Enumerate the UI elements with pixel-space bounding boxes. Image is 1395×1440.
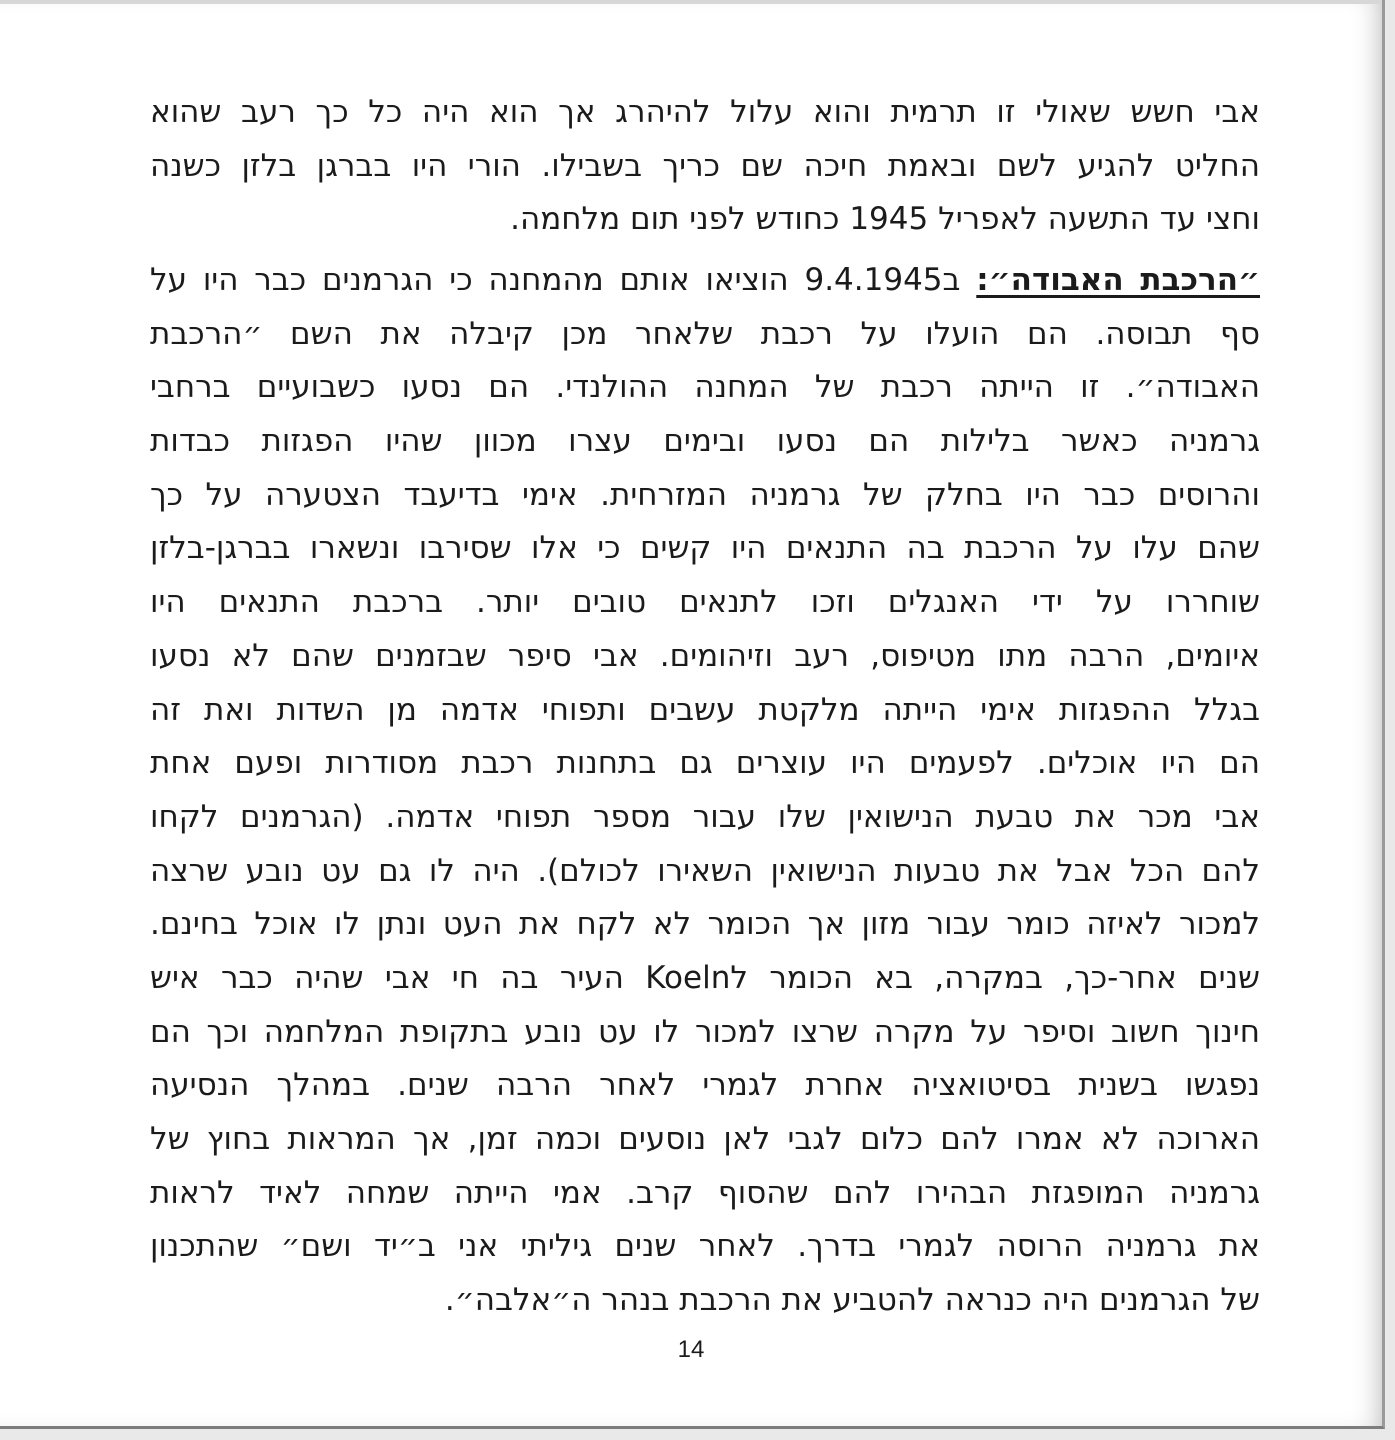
text-line: האבודה״. זו הייתה רכבת של המחנה ההולנדי. הם נסעו כשבועיים ברחבי (150, 369, 1260, 406)
text-line: סף תבוסה. הם הועלו על רכבת שלאחר מכן קיבלה את השם ״הרכבת (150, 315, 1260, 352)
text-line: גרמניה המופגזת הבהירו להם שהסוף קרב. אמי הייתה שמחה לאיד לראות (150, 1174, 1260, 1211)
text-segment: ב9.4.1945 הוציאו אותם מהמחנה כי הגרמנים כבר היו על (150, 262, 977, 298)
text-line: חינוך חשוב וסיפר על מקרה שרצו למכור לו עט נובע בתקופת המלחמה וכך הם (150, 1013, 1260, 1050)
text-line: להם הכל אבל את טבעות הנישואין השאירו לכולם). היה לו גם עט נובע שרצה (150, 852, 1260, 889)
page-number: 14 (677, 1336, 705, 1363)
text-line: החליט להגיע לשם ובאמת חיכה שם כריך בשבילו. הורי היו בברגן בלזן כשנה (150, 147, 1260, 184)
text-line: גרמניה כאשר בלילות הם נסעו ובימים עצרו מכוון שהיו הפגזות כבדות (150, 423, 1260, 460)
text-line: איומים, הרבה מתו מטיפוס, רעב וזיהומים. אבי סיפר שבזמנים שהם לא נסעו (150, 637, 1260, 674)
text-line: אבי חשש שאולי זו תרמית והוא עלול להיהרג אך הוא היה כל כך רעב שהוא (150, 94, 1260, 130)
text-line-with-heading (150, 254, 1260, 308)
text-line: את גרמניה הרוסה לגמרי בדרך. לאחר שנים גיליתי אני ב״יד ושם״ שהתכנון (150, 1228, 1260, 1265)
text-line: הארוכה לא אמרו להם כלום לגבי לאן נוסעים וכמה זמן, אך המראות בחוץ של (150, 1121, 1260, 1157)
page-top-edge (0, 0, 1382, 4)
text-line: שהם עלו על הרכבת בה התנאים היו קשים כי אלו שסירבו ונשארו בברגן-בלזן (150, 530, 1260, 567)
text-line: הם היו אוכלים. לפעמים היו עוצרים גם בתחנות רכבת מסודרות ופעם אחת (150, 745, 1260, 782)
text-line: שוחררו על ידי האנגלים וזכו לתנאים טובים יותר. ברכבת התנאים היו (150, 584, 1260, 621)
text-line: של הגרמנים היה כנראה להטביע את הרכבת בנהר ה״אלבה״. (444, 1282, 1260, 1319)
text-line: בגלל ההפגזות אימי הייתה מלקטת עשבים ותפוחי אדמה מן השדות ואת זה (150, 691, 1260, 728)
text-line: שנים אחר-כך, במקרה, בא הכומר לKoeln העיר בה חי אבי שהיה כבר איש (150, 959, 1260, 996)
paragraph-lost-train (150, 254, 1260, 1328)
section-heading: ״הרכבת האבודה״: (976, 262, 1260, 298)
text-line: אבי מכר את טבעת הנישואין שלו עבור מספר תפוחי אדמה. (הגרמנים לקחו (150, 798, 1260, 835)
text-line: והרוסים כבר היו בחלק של גרמניה המזרחית. אימי בדיעבד הצטערה על כך (150, 476, 1260, 513)
text-line: למכור לאיזה כומר עבור מזון אך הכומר לא לקח את העט ונתן לו אוכל בחינם. (150, 906, 1260, 943)
text-line: וחצי עד התשעה לאפריל 1945 כחודש לפני תום מלחמה. (510, 201, 1260, 238)
paragraph-father-fear (150, 86, 1260, 247)
text-line: נפגשו בשנית בסיטואציה אחרת לגמרי לאחר הרבה שנים. במהלך הנסיעה (150, 1067, 1260, 1104)
